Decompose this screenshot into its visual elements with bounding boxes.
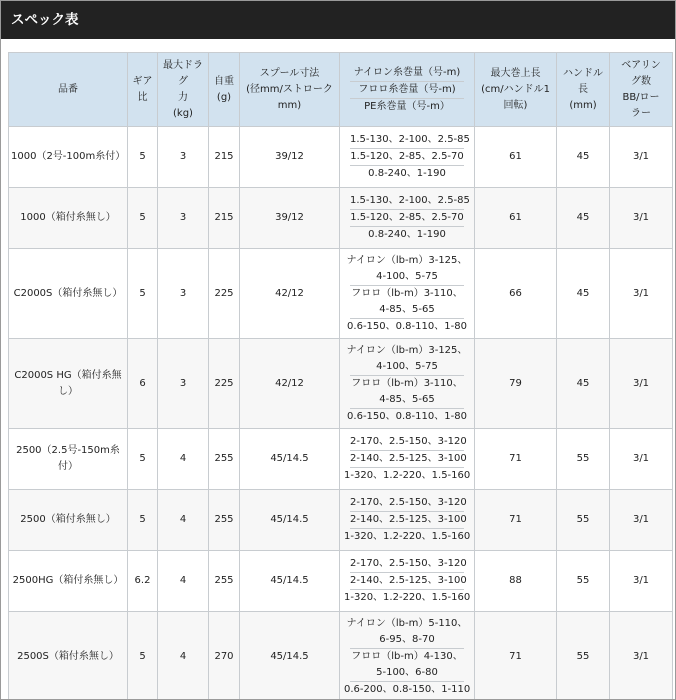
weight-cell: 270 (209, 612, 240, 700)
max-drag-cell: 3 (158, 339, 209, 429)
header-model: 品番 (9, 53, 128, 127)
weight-cell: 255 (209, 551, 240, 612)
line-capacity-line: 2-170、2.5-150、3-120 (350, 556, 464, 573)
weight-cell: 255 (209, 490, 240, 551)
weight-cell: 215 (209, 188, 240, 249)
handle-length-cell: 55 (557, 551, 610, 612)
retrieve-length-cell: 71 (475, 490, 557, 551)
max-drag-cell: 3 (158, 188, 209, 249)
table-row (9, 551, 673, 612)
model-cell: 2500（2.5号-150m糸 付） (9, 429, 128, 490)
max-drag-cell: 4 (158, 429, 209, 490)
max-drag-cell: 3 (158, 249, 209, 339)
line-capacity-line: 1.5-130、2-100、2.5-85 (350, 132, 464, 149)
model-cell: 2500HG（箱付糸無し） (9, 551, 128, 612)
spool-size-cell: 42/12 (240, 249, 340, 339)
bearings-cell: 3/1 (610, 127, 673, 188)
table-row (9, 249, 673, 339)
gear-ratio-cell: 5 (128, 429, 158, 490)
header-nylon-capacity: ナイロン糸巻量（号-m) (350, 65, 464, 82)
handle-length-cell: 55 (557, 429, 610, 490)
max-drag-cell: 3 (158, 127, 209, 188)
spool-size-cell: 39/12 (240, 127, 340, 188)
header-pe-capacity: PE糸巻量（号-m） (364, 100, 450, 112)
header-handle-length: ハンドル 長 (mm) (557, 53, 610, 127)
line-capacity-line: 2-140、2.5-125、3-100 (350, 573, 464, 590)
header-retrieve-length: 最大巻上長 (cm/ハンドル1 回転) (475, 53, 557, 127)
header-spool-size: スプール寸法 (径mm/ストローク mm) (240, 53, 340, 127)
bearings-cell: 3/1 (610, 188, 673, 249)
weight-cell: 225 (209, 249, 240, 339)
line-capacity-cell (340, 127, 475, 188)
gear-ratio-cell: 5 (128, 490, 158, 551)
retrieve-length-cell: 71 (475, 429, 557, 490)
spool-size-cell: 42/12 (240, 339, 340, 429)
line-capacity-line: 2-170、2.5-150、3-120 (350, 434, 464, 451)
line-capacity-line: 0.8-240、1-190 (368, 168, 446, 179)
spool-size-cell: 45/14.5 (240, 490, 340, 551)
table-row (9, 127, 673, 188)
line-capacity-line: ナイロン（lb-m）3-125、 (346, 254, 468, 266)
max-drag-cell: 4 (158, 612, 209, 700)
line-capacity-line: 1.5-120、2-85、2.5-70 (350, 149, 464, 166)
retrieve-length-cell: 66 (475, 249, 557, 339)
table-row (9, 490, 673, 551)
header-line-capacity (340, 53, 475, 127)
spec-table-body (9, 127, 673, 700)
line-capacity-line: 1.5-130、2-100、2.5-85 (350, 193, 464, 210)
line-capacity-cell (340, 429, 475, 490)
bearings-cell: 3/1 (610, 612, 673, 700)
header-bearings: ベアリン グ数 BB/ロー ラー (610, 53, 673, 127)
line-capacity-line: 1-320、1.2-220、1.5-160 (344, 470, 471, 481)
bearings-cell: 3/1 (610, 490, 673, 551)
line-capacity-line: フロロ（lb-m）4-130、 (351, 650, 463, 662)
bearings-cell: 3/1 (610, 249, 673, 339)
bearings-cell: 3/1 (610, 551, 673, 612)
retrieve-length-cell: 61 (475, 127, 557, 188)
retrieve-length-cell: 71 (475, 612, 557, 700)
table-row (9, 612, 673, 700)
line-capacity-line: 2-140、2.5-125、3-100 (350, 512, 464, 529)
line-capacity-cell (340, 188, 475, 249)
line-capacity-line: フロロ（lb-m）3-110、 (351, 377, 463, 389)
line-capacity-line: 4-100、5-75 (350, 269, 464, 286)
line-capacity-line: ナイロン（lb-m）5-110、 (346, 617, 468, 629)
retrieve-length-cell: 61 (475, 188, 557, 249)
spool-size-cell: 45/14.5 (240, 429, 340, 490)
line-capacity-line: 0.6-150、0.8-110、1-80 (347, 410, 467, 422)
line-capacity-line: 2-170、2.5-150、3-120 (350, 495, 464, 512)
line-capacity-line: 0.6-150、0.8-110、1-80 (347, 320, 467, 332)
line-capacity-line: 1-320、1.2-220、1.5-160 (344, 531, 471, 542)
line-capacity-line: 4-85、5-65 (350, 392, 464, 409)
line-capacity-line: ナイロン（lb-m）3-125、 (346, 344, 468, 356)
header-gear-ratio: ギア 比 (128, 53, 158, 127)
max-drag-cell: 4 (158, 551, 209, 612)
table-row (9, 429, 673, 490)
weight-cell: 225 (209, 339, 240, 429)
line-capacity-line: 6-95、8-70 (350, 632, 464, 649)
handle-length-cell: 45 (557, 127, 610, 188)
line-capacity-line: フロロ（lb-m）3-110、 (351, 287, 463, 299)
spec-table (8, 52, 673, 700)
model-cell: C2000S（箱付糸無し） (9, 249, 128, 339)
line-capacity-line: 5-100、6-80 (350, 665, 464, 682)
spool-size-cell: 39/12 (240, 188, 340, 249)
header-max-drag: 最大ドラグ 力 (kg) (158, 53, 209, 127)
weight-cell: 215 (209, 127, 240, 188)
retrieve-length-cell: 79 (475, 339, 557, 429)
gear-ratio-cell: 6.2 (128, 551, 158, 612)
gear-ratio-cell: 6 (128, 339, 158, 429)
line-capacity-line: 2-140、2.5-125、3-100 (350, 451, 464, 468)
retrieve-length-cell: 88 (475, 551, 557, 612)
handle-length-cell: 45 (557, 249, 610, 339)
line-capacity-cell (340, 490, 475, 551)
bearings-cell: 3/1 (610, 339, 673, 429)
line-capacity-line: 4-100、5-75 (350, 359, 464, 376)
model-cell: C2000S HG（箱付糸無 し） (9, 339, 128, 429)
line-capacity-cell (340, 551, 475, 612)
model-cell: 1000（2号-100m糸付） (9, 127, 128, 188)
line-capacity-line: 0.6-200、0.8-150、1-110 (344, 683, 471, 695)
line-capacity-cell (340, 339, 475, 429)
section-title: スペック表 (1, 1, 675, 39)
gear-ratio-cell: 5 (128, 127, 158, 188)
model-cell: 1000（箱付糸無し） (9, 188, 128, 249)
spool-size-cell: 45/14.5 (240, 612, 340, 700)
max-drag-cell: 4 (158, 490, 209, 551)
header-row (9, 53, 673, 127)
header-fluoro-capacity: フロロ糸巻量（号-m) (350, 82, 464, 99)
header-weight: 自重 (g) (209, 53, 240, 127)
table-row (9, 339, 673, 429)
line-capacity-line: 0.8-240、1-190 (368, 229, 446, 240)
model-cell: 2500S（箱付糸無し） (9, 612, 128, 700)
gear-ratio-cell: 5 (128, 188, 158, 249)
line-capacity-cell (340, 612, 475, 700)
line-capacity-line: 1.5-120、2-85、2.5-70 (350, 210, 464, 227)
line-capacity-cell (340, 249, 475, 339)
bearings-cell: 3/1 (610, 429, 673, 490)
handle-length-cell: 55 (557, 490, 610, 551)
handle-length-cell: 45 (557, 339, 610, 429)
model-cell: 2500（箱付糸無し） (9, 490, 128, 551)
spool-size-cell: 45/14.5 (240, 551, 340, 612)
table-row (9, 188, 673, 249)
handle-length-cell: 45 (557, 188, 610, 249)
line-capacity-line: 4-85、5-65 (350, 302, 464, 319)
gear-ratio-cell: 5 (128, 612, 158, 700)
gear-ratio-cell: 5 (128, 249, 158, 339)
weight-cell: 255 (209, 429, 240, 490)
handle-length-cell: 55 (557, 612, 610, 700)
line-capacity-line: 1-320、1.2-220、1.5-160 (344, 592, 471, 603)
